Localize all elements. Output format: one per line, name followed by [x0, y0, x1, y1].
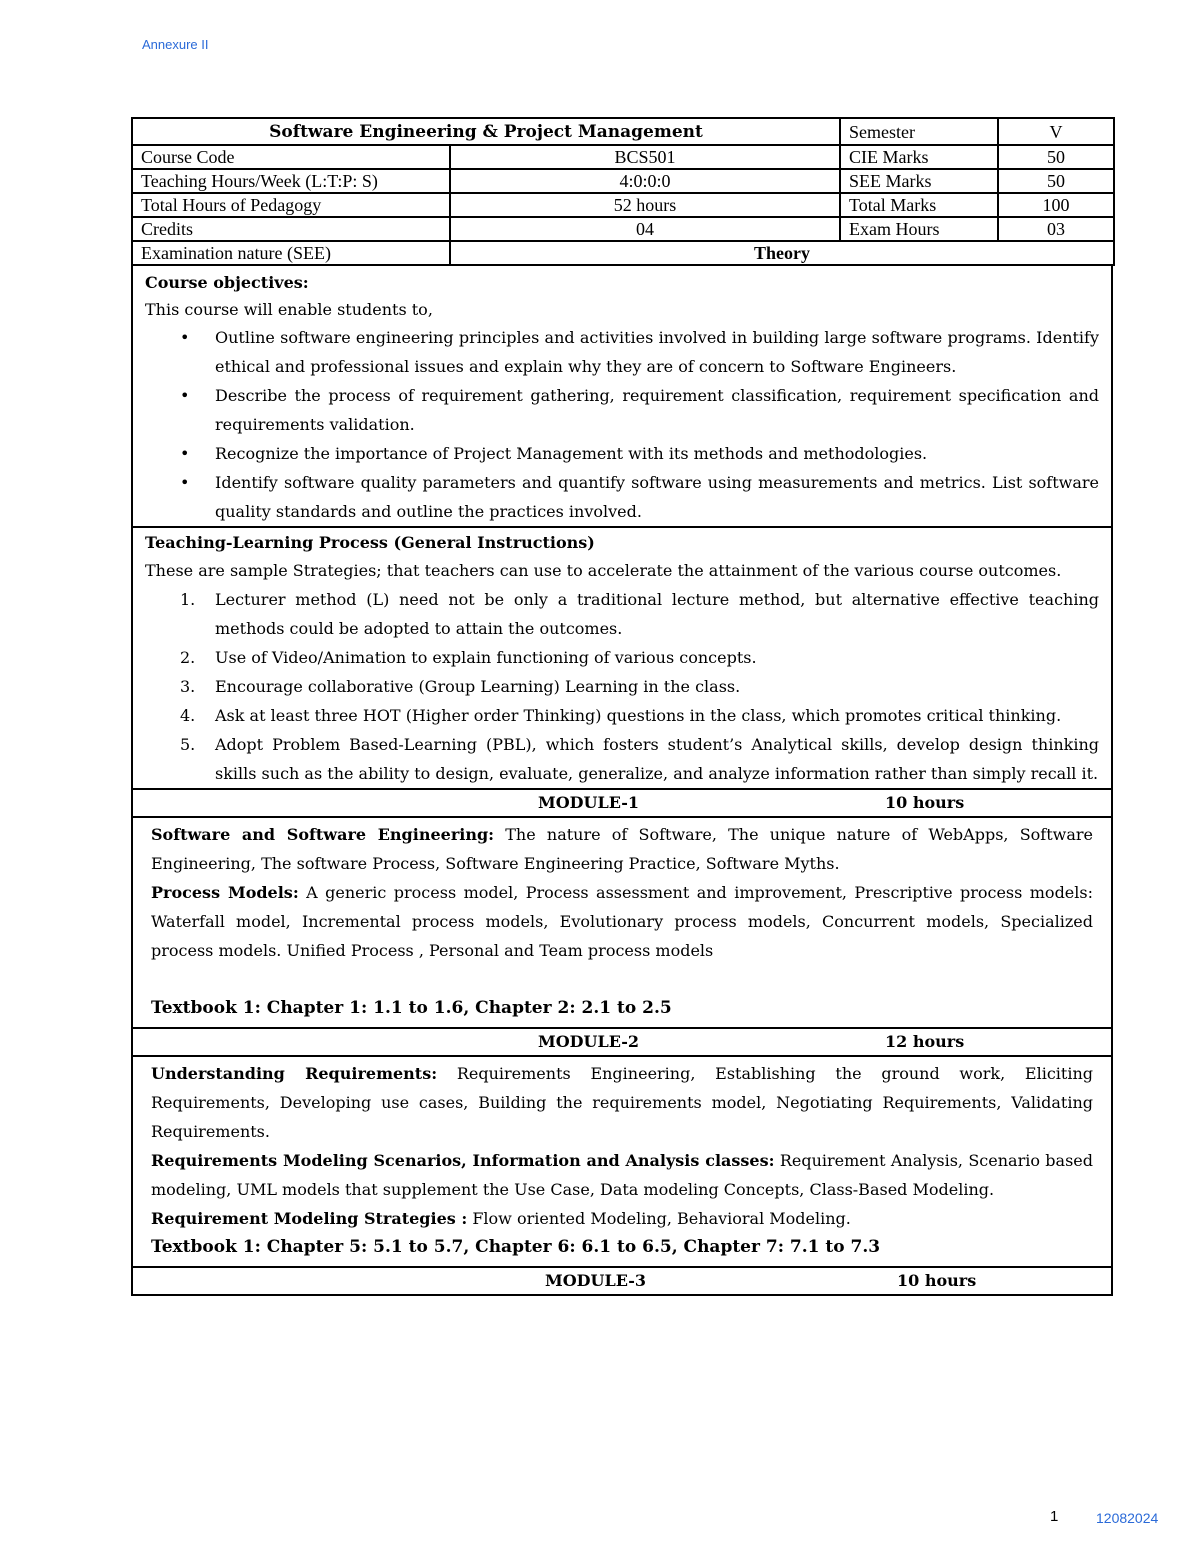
- objectives-intro: This course will enable students to,: [145, 300, 433, 319]
- meta-row: [132, 217, 1114, 241]
- module-hours: 10 hours: [885, 793, 965, 812]
- meta-label: SEE Marks: [840, 169, 998, 193]
- item-number: 3.: [180, 677, 196, 696]
- teaching-list: [145, 585, 1099, 788]
- topic-text: Requirements Engineering, Establishing the ground work, Eliciting Requirements, Developing use cases, Building the requirements model, Negotiating Requirements, Validating Requirements.: [151, 1064, 1093, 1141]
- module-2-header: [131, 1029, 1113, 1057]
- meta-value: 04: [450, 217, 840, 241]
- teaching-heading: Teaching-Learning Process (General Instructions): [145, 533, 595, 552]
- meta-label: Total Hours of Pedagogy: [132, 193, 450, 217]
- teaching-intro: These are sample Strategies; that teachers can use to accelerate the attainment of the various course outcomes.: [145, 561, 1062, 580]
- teaching-item: [180, 585, 1099, 643]
- topic-heading: Requirement Modeling Strategies :: [151, 1209, 468, 1228]
- module-name: MODULE-1: [538, 793, 639, 812]
- topic-heading: Process Models:: [151, 883, 299, 902]
- objective-item: • Recognize the importance of Project Management with its methods and methodologies.: [215, 439, 1099, 468]
- meta-row: [132, 193, 1114, 217]
- meta-row: [132, 169, 1114, 193]
- meta-value: 4:0:0:0: [450, 169, 840, 193]
- textbook-reference: Textbook 1: Chapter 5: 5.1 to 5.7, Chapter 6: 6.1 to 6.5, Chapter 7: 7.1 to 7.3: [151, 1237, 881, 1257]
- teaching-item: [180, 643, 1099, 672]
- module-hours: 10 hours: [897, 1271, 977, 1290]
- module-paragraph: [151, 878, 1093, 965]
- exam-nature-row: [132, 241, 1114, 265]
- module-paragraph: [151, 1059, 1093, 1146]
- item-text: Use of Video/Animation to explain functioning of various concepts.: [215, 648, 757, 667]
- meta-value: BCS501: [450, 145, 840, 169]
- meta-value: 100: [998, 193, 1114, 217]
- meta-label: Exam Hours: [840, 217, 998, 241]
- spacer: [151, 965, 1093, 994]
- semester-label: Semester: [840, 118, 998, 145]
- exam-nature-label: Examination nature (SEE): [132, 241, 450, 265]
- annexure-label: Annexure II: [142, 37, 209, 52]
- course-objectives-section: [131, 266, 1113, 528]
- meta-value: 03: [998, 217, 1114, 241]
- objective-item: • Describe the process of requirement gathering, requirement classification, requirement specification and requirements validation.: [215, 381, 1099, 439]
- topic-heading: Requirements Modeling Scenarios, Information and Analysis classes:: [151, 1151, 775, 1170]
- course-title: Software Engineering & Project Management: [132, 118, 840, 145]
- teaching-item: [180, 672, 1099, 701]
- meta-title-row: [132, 118, 1114, 145]
- topic-heading: Software and Software Engineering:: [151, 825, 495, 844]
- module-3-header: [131, 1268, 1113, 1296]
- item-number: 4.: [180, 706, 196, 725]
- module-paragraph: [151, 1146, 1093, 1204]
- objective-item: • Outline software engineering principles and activities involved in building large software programs. Identify ethical and professional issues and explain why they are of concern to Software Engineers.: [215, 323, 1099, 381]
- item-number: 1.: [180, 590, 196, 609]
- module-paragraph: [151, 820, 1093, 878]
- item-text: Adopt Problem Based-Learning (PBL), which fosters student’s Analytical skills, develop design thinking skills such as the ability to design, evaluate, generalize, and analyze information rather than simply recall it.: [215, 735, 1099, 783]
- meta-label: Teaching Hours/Week (L:T:P: S): [132, 169, 450, 193]
- meta-value: 50: [998, 145, 1114, 169]
- teaching-item: [180, 730, 1099, 788]
- module-name: MODULE-2: [538, 1032, 639, 1051]
- page-number: 1: [1050, 1508, 1059, 1525]
- item-text: Lecturer method (L) need not be only a traditional lecture method, but alternative effective teaching methods could be adopted to attain the outcomes.: [215, 590, 1099, 638]
- module-hours: 12 hours: [885, 1032, 965, 1051]
- page-date: 12082024: [1096, 1510, 1159, 1526]
- objectives-list: [145, 323, 1099, 526]
- module-2-body: [131, 1057, 1113, 1268]
- meta-label: CIE Marks: [840, 145, 998, 169]
- topic-text: Requirement Analysis, Scenario based modeling, UML models that supplement the Use Case, Data modeling Concepts, Class-Based Modeling.: [151, 1151, 1093, 1199]
- topic-heading: Understanding Requirements:: [151, 1064, 438, 1083]
- semester-value: V: [998, 118, 1114, 145]
- teaching-learning-section: [131, 528, 1113, 790]
- module-1-body: [131, 818, 1113, 1029]
- topic-text: The nature of Software, The unique nature of WebApps, Software Engineering, The software Process, Software Engineering Practice, Software Myths.: [151, 825, 1093, 873]
- item-number: 5.: [180, 735, 196, 754]
- meta-label: Credits: [132, 217, 450, 241]
- meta-value: 52 hours: [450, 193, 840, 217]
- course-meta-table: [131, 117, 1115, 266]
- item-text: Encourage collaborative (Group Learning) Learning in the class.: [215, 677, 741, 696]
- item-number: 2.: [180, 648, 196, 667]
- item-text: Ask at least three HOT (Higher order Thinking) questions in the class, which promotes critical thinking.: [215, 706, 1062, 725]
- exam-nature-value: Theory: [450, 241, 1114, 265]
- textbook-reference: Textbook 1: Chapter 1: 1.1 to 1.6, Chapter 2: 2.1 to 2.5: [151, 998, 672, 1018]
- topic-text: Flow oriented Modeling, Behavioral Modeling.: [467, 1209, 851, 1228]
- module-1-header: [131, 790, 1113, 818]
- teaching-item: [180, 701, 1099, 730]
- module-paragraph: [151, 1204, 1093, 1233]
- module-name: MODULE-3: [545, 1271, 646, 1290]
- topic-text: A generic process model, Process assessment and improvement, Prescriptive process models: Waterfall model, Incremental process models, Evolutionary process models, Concurrent models, Specialized process models. Unified Process , Personal and Team process models: [151, 883, 1093, 960]
- objectives-heading: Course objectives:: [145, 273, 309, 292]
- objective-item: • Identify software quality parameters and quantify software using measurements and metrics. List software quality standards and outline the practices involved.: [215, 468, 1099, 526]
- meta-value: 50: [998, 169, 1114, 193]
- syllabus-frame: [131, 117, 1113, 1296]
- meta-label: Course Code: [132, 145, 450, 169]
- meta-label: Total Marks: [840, 193, 998, 217]
- meta-row: [132, 145, 1114, 169]
